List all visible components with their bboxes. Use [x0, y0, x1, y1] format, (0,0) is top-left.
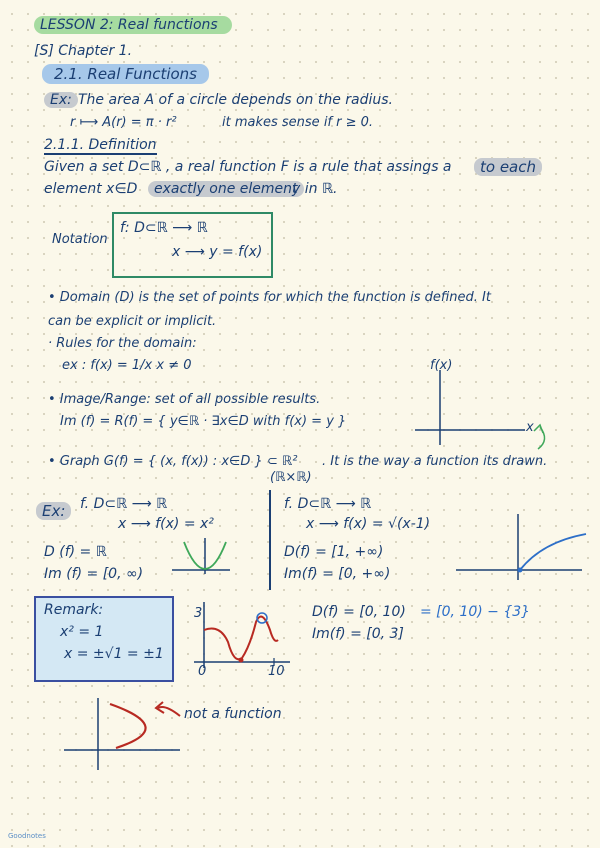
graph3-domain: D(f) = [0, 10) — [312, 604, 406, 620]
footer-brand: Goodnotes — [8, 832, 46, 840]
ex2-left-image: Im (f) = [0, ∞) — [44, 566, 144, 582]
remark-title: Remark: — [44, 602, 104, 618]
parabola-graph — [170, 538, 240, 578]
remark-line-2: x = ±√1 = ±1 — [64, 646, 164, 662]
domain-line-1: • Domain (D) is the set of points for which the function is defined. It — [48, 290, 491, 305]
image-line-1: • Image/Range: set of all possible results. — [48, 392, 321, 407]
ex2-left-map: x ⟶ f(x) = x² — [118, 516, 214, 532]
example-line-1: The area A of a circle depends on the radius. — [78, 92, 394, 108]
empty-axes — [410, 365, 550, 455]
example-condition: it makes sense if r ≥ 0. — [222, 115, 374, 130]
graph3-x-tick: 10 — [268, 664, 285, 679]
ex2-left-func: f. D⊂ℝ ⟶ ℝ — [80, 496, 168, 512]
example-label: Ex: — [44, 92, 78, 108]
lesson-title: LESSON 2: Real functions — [34, 17, 232, 33]
ex2-left-domain: D (f) = ℝ — [44, 544, 107, 560]
notation-line-2: x ⟶ y = f(x) — [172, 244, 263, 260]
definition-highlight-1: to each — [474, 158, 542, 176]
graph-line-2: (ℝ×ℝ) — [270, 470, 312, 485]
ex2-right-map: x ⟶ f(x) = √(x-1) — [306, 516, 431, 532]
sqrt-graph — [452, 512, 592, 582]
notation-line-1: f: D⊂ℝ ⟶ ℝ — [120, 220, 208, 236]
axis-x-label: x — [526, 420, 534, 435]
ex2-right-image: Im(f) = [0, +∞) — [284, 566, 391, 582]
graph3-domain-corrected: = [0, 10) − {3} — [420, 604, 531, 620]
graph-line-1: • Graph G(f) = { (x, f(x)) : x∈D } ⊂ ℝ² — [48, 454, 298, 469]
image-line-2: Im (f) = R(f) = { y∈ℝ · ∃x∈D with f(x) = y } — [60, 414, 347, 429]
graph3-y-tick: 3 — [194, 606, 203, 621]
chapter-reference: [S] Chapter 1. — [34, 43, 133, 59]
graph3-image: Im(f) = [0, 3] — [312, 626, 404, 642]
axis-y-label: f(x) — [430, 358, 453, 373]
remark-line-1: x² = 1 — [60, 624, 104, 640]
example-formula: r ⟼ A(r) = π · r² — [70, 115, 177, 130]
definition-highlight-2: exactly one element — [148, 181, 304, 197]
notation-label: Notation — [52, 232, 108, 247]
not-function-label: not a function — [184, 706, 282, 722]
definition-title: 2.1.1. Definition — [44, 137, 157, 153]
ex2-right-func: f. D⊂ℝ ⟶ ℝ — [284, 496, 372, 512]
definition-line-2-end: y in ℝ. — [292, 181, 338, 197]
definition-line-1: Given a set D⊂ℝ , a real function F is a rule that assings a — [44, 159, 452, 175]
section-title: 2.1. Real Functions — [42, 65, 209, 83]
divider-line — [269, 490, 271, 590]
definition-line-2: element x∈D — [44, 181, 138, 197]
domain-rules: · Rules for the domain: — [48, 336, 197, 351]
graph3-origin: 0 — [198, 664, 207, 679]
ex2-right-domain: D(f) = [1, +∞) — [284, 544, 384, 560]
domain-example: ex : f(x) = 1/x x ≠ 0 — [62, 358, 192, 373]
example2-label: Ex: — [36, 502, 71, 520]
graph-line-1b: . It is the way a function its drawn. — [322, 454, 548, 469]
domain-line-2: can be explicit or implicit. — [48, 314, 217, 329]
